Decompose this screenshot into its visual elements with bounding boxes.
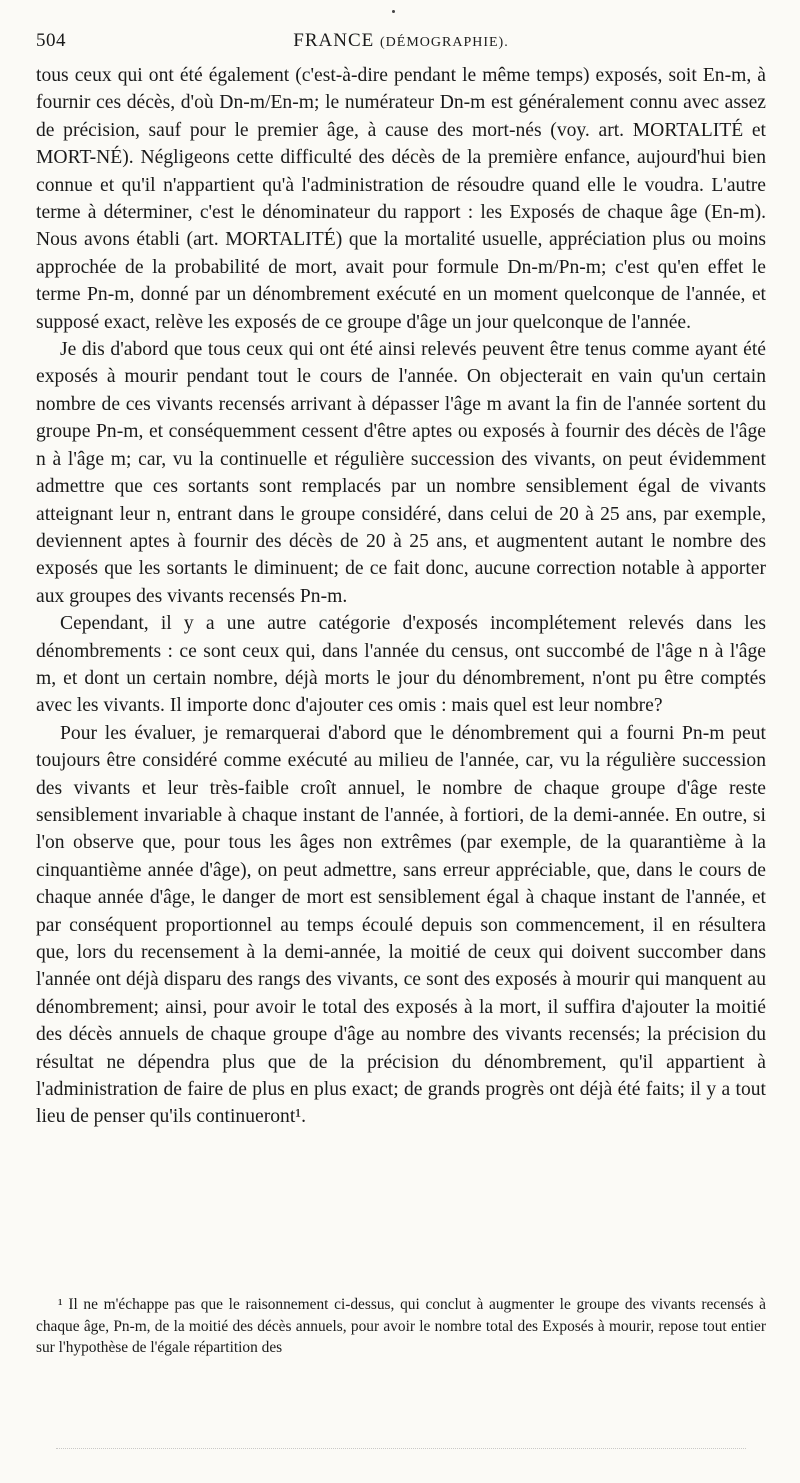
- footnotes: [36, 1294, 766, 1359]
- running-title: [36, 30, 766, 52]
- footnote-1: ¹ Il ne m'échappe pas que le raisonnement ci-dessus, qui conclut à augmenter le groupe des vivants recensés à chaque âge, Pn-m, de la moitié des décès annuels, pour avoir le nombre total des Exposés à mourir, repose tout entier sur l'hypothèse de l'égale répartition des: [36, 1296, 766, 1356]
- paragraph-4: Pour les évaluer, je remarquerai d'abord que le dénombrement qui a fourni Pn-m peut toujours être considéré comme exécuté au milieu de l'année, car, vu la régulière succession des vivants et leur très-faible croît annuel, le nombre de chaque groupe d'âge reste sensiblement invariable à chaque instant de l'année, à fortiori, de la demi-année. En outre, si l'on observe que, pour tous les âges non extrêmes (par exemple, de la quarantième à la cinquantième année d'âge), on peut admettre, sans erreur appréciable, que, dans le cours de chaque année d'âge, le danger de mort est sensiblement égal à chaque instant de l'année, et par conséquent proportionnel au temps écoulé depuis son commencement, il en résultera que, lors du recensement à la demi-année, la moitié de ceux qui doivent succomber dans l'année ont déjà disparu des rangs des vivants, ce sont des exposés à mourir qui manquent au dénombrement; ainsi, pour avoir le total des exposés à la mort, il suffira d'ajouter la moitié des décès annuels de chaque groupe d'âge au nombre des vivants recensés; la précision du résultat ne dépendra plus que de la précision du dénombrement, qu'il appartient à l'administration de faire de plus en plus exact; de grands progrès ont déjà été faits; il y a tout lieu de penser qu'ils continueront¹.: [36, 722, 766, 1128]
- page-number: 504: [36, 30, 66, 51]
- document-page: [36, 0, 766, 1483]
- paragraph-3: Cependant, il y a une autre catégorie d'exposés incomplétement relevés dans les dénombrements : ce sont ceux qui, dans l'année du census, ont succombé de l'âge n à l'âge m, et dont un certain nombre, déjà morts le jour du dénombrement, n'ont pu être comptés avec les vivants. Il importe donc d'ajouter ces omis : mais quel est leur nombre?: [36, 613, 766, 717]
- running-title-sub: (DÉMOGRAPHIE).: [380, 35, 509, 50]
- paragraph-1: tous ceux qui ont été également (c'est-à-dire pendant le même temps) exposés, soit En-m, à fournir ces décès, d'où Dn-m/En-m; le numérateur Dn-m est généralement connu avec assez de précision, sauf pour le premier âge, à cause des mort-nés (voy. art. MORTALITÉ et MORT-NÉ). Négligeons cette difficulté des décès de la première enfance, aujourd'hui bien connue et qu'il n'appartient qu'à l'administration de résoudre quand elle le voudra. L'autre terme à déterminer, c'est le dénominateur du rapport : les Exposés de chaque âge (En-m). Nous avons établi (art. MORTALITÉ) que la mortalité usuelle, appréciation plus ou moins approchée de la probabilité de mort, avait pour formule Dn-m/Pn-m; c'est qu'en effet le terme Pn-m, donné par un dénombrement exécuté en un moment quelconque de l'année, et supposé exact, relève les exposés de ce groupe d'âge un jour quelconque de l'année.: [36, 65, 766, 333]
- page-header: [36, 30, 766, 60]
- paragraph-2: Je dis d'abord que tous ceux qui ont été ainsi relevés peuvent être tenus comme ayant été exposés à mourir pendant tout le cours de l'année. On objecterait en vain qu'un certain nombre de ces vivants recensés arrivant à dépasser l'âge m avant la fin de l'année sortent du groupe Pn-m, et conséquemment cessent d'être aptes ou exposés à fournir des décès de l'âge n à l'âge m; car, vu la continuelle et régulière succession des vivants, on peut évidemment admettre que ces sortants sont remplacés par un nombre sensiblement égal de vivants atteignant leur n, entrant dans le groupe considéré, dans celui de 20 à 25 ans, par exemple, deviennent aptes à fournir des décès de 20 à 25 ans, et augmentent autant le nombre des exposés que les sortants le diminuent; de ce fait donc, aucune correction notable à apporter aux groupes des vivants recensés Pn-m.: [36, 339, 766, 607]
- running-title-main: FRANCE: [293, 30, 375, 51]
- bottom-bleed-line: [56, 1448, 746, 1449]
- body-text: [36, 62, 766, 1131]
